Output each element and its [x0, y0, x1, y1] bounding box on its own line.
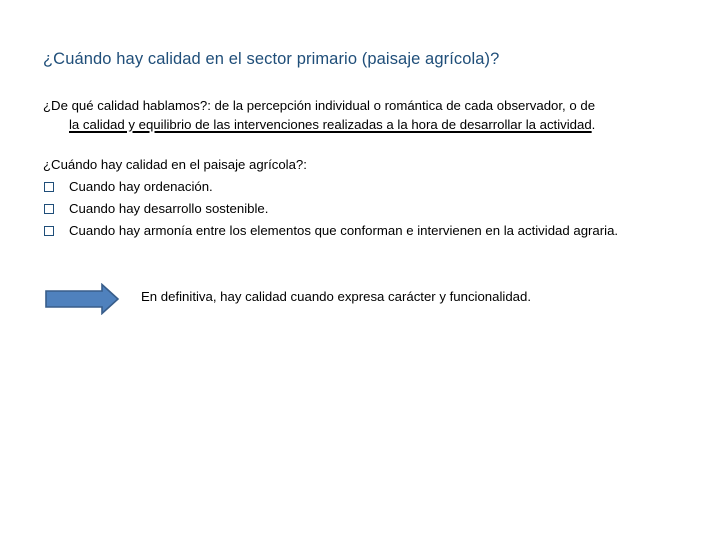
list-item-text: Cuando hay desarrollo sostenible.	[69, 201, 269, 216]
list-item	[43, 220, 683, 242]
hollow-square-bullet-icon	[44, 226, 54, 236]
conclusion-text: En definitiva, hay calidad cuando expresa carácter y funcionalidad.	[141, 289, 532, 304]
question-underlined-text: la calidad y equilibrio de las intervenciones realizadas a la hora de desarrollar la actividad	[69, 117, 592, 132]
criteria-list	[43, 176, 683, 242]
question-line-1: ¿De qué calidad hablamos?: de la percepción individual o romántica de cada observador, o de	[43, 98, 596, 113]
list-item	[43, 176, 683, 198]
list-item-text: Cuando hay armonía entre los elementos que conforman e intervienen en la actividad agraria.	[69, 223, 619, 238]
arrow-shape	[46, 285, 118, 314]
question-paragraph	[43, 96, 683, 134]
question-line-end: .	[591, 117, 596, 132]
criteria-heading: ¿Cuándo hay calidad en el paisaje agrícola?:	[43, 157, 307, 172]
hollow-square-bullet-icon	[44, 182, 54, 192]
page-title: ¿Cuándo hay calidad en el sector primario (paisaje agrícola)?	[43, 50, 500, 68]
hollow-square-bullet-icon	[44, 204, 54, 214]
right-arrow-icon	[44, 283, 120, 315]
criteria-section	[43, 154, 683, 242]
list-item	[43, 198, 683, 220]
question-line-2	[43, 115, 683, 134]
list-item-text: Cuando hay ordenación.	[69, 179, 213, 194]
